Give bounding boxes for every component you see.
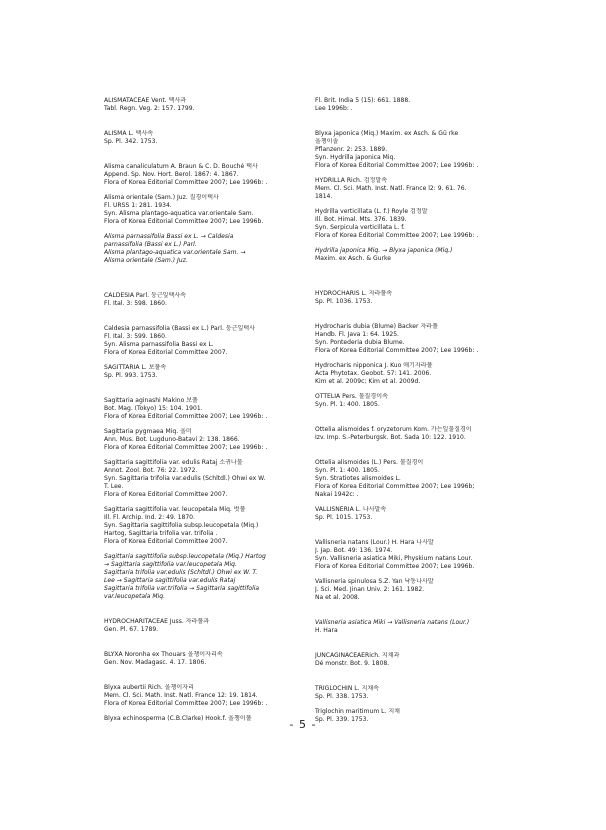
entry-line: Sagittaria sagittifolia var. edulis Rataj 소귀나물	[104, 459, 243, 466]
entry-line: Alisma orientale (Sam.) Juz. 질경이택사	[104, 194, 219, 201]
entry-line: Mem. Cl. Sci. Math. Inst. Natl. France l2: 9. 61. 76.	[315, 185, 467, 192]
entry-line: Na et al. 2008.	[315, 594, 360, 601]
entry-line: Sp. Pl. 1036. 1753.	[315, 298, 373, 305]
entry-line: Triglochin maritimum L. 지채	[315, 708, 401, 715]
entry-line: var.leucopetala Miq.	[104, 593, 165, 600]
entry-line: HYDRILLA Rich. 검정말속	[315, 177, 388, 184]
entry-line: Blyxa aubertii Rich. 올챙이자리	[104, 684, 194, 691]
taxon-entry	[315, 362, 575, 386]
entry-line: Blyxa japonica (Miq.) Maxim. ex Asch. & Gü rke	[315, 130, 459, 137]
entry-line: Gen. Nov. Madagasc. 4. 17. 1806.	[104, 659, 207, 666]
entry-line: Maxim. ex Asch. & Gurke	[315, 255, 391, 262]
entry-line: Bot. Mag. (Tokyo) 15: 104. 1901.	[104, 405, 203, 412]
taxon-entry	[315, 208, 575, 240]
entry-line: H. Hara	[315, 627, 338, 634]
entry-line: Flora of Korea Editorial Committee 2007; Lee 1996b.	[104, 218, 264, 225]
entry-line: Caldesia parnassifolia (Bassi ex L.) Parl. 둥근잎택사	[104, 325, 255, 332]
entry-line: Vallisneria natans (Lour.) H. Hara 나사말	[315, 539, 434, 546]
entry-line: Flora of Korea Editorial Committee 2007; Lee 1996b: .	[315, 162, 479, 169]
entry-line: Syn. Pl. 1: 400. 1805.	[315, 467, 380, 474]
entry-line: VALLISNERIA L. 나사말속	[315, 506, 387, 513]
taxon-entry	[315, 130, 575, 170]
taxon-entry	[315, 506, 575, 522]
entry-line: Flora of Korea Editorial Committee 2007.	[104, 538, 228, 545]
entry-line: TRIGLOCHIN L. 지채속	[315, 685, 380, 692]
entry-line: Sagittaria sagittifolia var. leucopetala Miq. 벗풀	[104, 506, 246, 513]
entry-line: Dé monstr. Bot. 9. 1808.	[315, 660, 390, 667]
entry-line: OTTELIA Pers. 물질경이속	[315, 393, 388, 400]
entry-line: Flora of Korea Editorial Committee 2007; Lee 1996b: .	[104, 413, 268, 420]
entry-line: Vallisneria asiatica Miki → Vallisneria natans (Lour.)	[315, 619, 470, 626]
entry-line: Ill. Fl. Archip. Ind. 2: 49. 1870.	[104, 514, 195, 521]
entry-line: BLYXA Noronha ex Thouars 올챙이자리속	[104, 651, 223, 658]
entry-line: Pflanzenr. 2: 253. 1889.	[315, 146, 387, 153]
entry-line: Flora of Korea Editorial Committee 2007.	[104, 349, 228, 356]
entry-line: Alisma parnassifolia Bassi ex L. → Caldesia	[104, 233, 234, 240]
entry-line: Hydrocharis dubia (Blume) Backer 자라풀	[315, 323, 438, 330]
entry-line: parnassifolia (Bassi ex L.) Parl.	[104, 241, 197, 248]
entry-line: Izv. Imp. S.-Peterburgsk. Bot. Sada 10: 122. 1910.	[315, 434, 466, 441]
entry-line: Sp. Pl. 993. 1753.	[104, 372, 158, 379]
taxon-entry	[315, 97, 575, 113]
taxon-entry	[315, 685, 575, 701]
entry-line: J. Sci. Med. Jinan Univ. 2: 161. 1982.	[315, 586, 425, 593]
entry-line: HYDROCHARIS L. 자라풀속	[315, 290, 393, 297]
entry-line: 1814.	[315, 193, 333, 200]
entry-line: Flora of Korea Editorial Committee 2007; Lee 1996b: .	[104, 700, 268, 707]
entry-line: Hartog, Sagittaria trifolia var. trifolia .	[104, 530, 218, 537]
taxon-entry	[315, 539, 575, 571]
entry-line: HYDROCHARITACEAE Juss. 자라풀과	[104, 618, 210, 625]
entry-line: Hydrilla verticillata (L. f.) Royle 검정말	[315, 208, 428, 215]
entry-line: Annot. Zool. Bot. 76: 22. 1972.	[104, 467, 198, 474]
entry-line: Syn. Alisma plantago-aquatica var.orientale Sam.	[104, 210, 254, 217]
entry-line: Lee → Sagittaria sagittifolia var.edulis Rataj	[104, 577, 236, 584]
entry-line: Nakai 1942c: .	[315, 491, 359, 498]
taxon-entry	[315, 247, 575, 263]
entry-line: Sp. Pl. 338. 1753.	[315, 693, 369, 700]
entry-line: Ottelia alismoides (L.) Pers. 물질경이	[315, 459, 424, 466]
entry-line: Gen. Pl. 67. 1789.	[104, 626, 159, 633]
entry-line: Flora of Korea Editorial Committee 2007; Lee 1996b.	[315, 563, 475, 570]
entry-line: Flora of Korea Editorial Committee 2007; Lee 1996b: .	[315, 232, 479, 239]
entry-line: → Sagittaria sagittifolia var.leucopetala Miq.	[104, 561, 237, 568]
entry-line: Blyxa echinosperma (C.B.Clarke) Hook.f. 올챙이풀	[104, 715, 252, 722]
taxon-entry	[315, 619, 575, 635]
entry-line: Hydrilla japonica Miq. → Blyxa japonica (Miq.)	[315, 247, 453, 254]
entry-line: Sp. Pl. 339. 1753.	[315, 716, 369, 723]
entry-line: Sp. Pl. 342. 1753.	[104, 138, 158, 145]
entry-line: ALISMA L. 택사속	[104, 130, 154, 137]
entry-line: Append. Sp. Nov. Hort. Berol. 1867: 4. 1867.	[104, 171, 239, 178]
entry-line: Fl. Ital. 3: 598. 1860.	[104, 300, 167, 307]
entry-line: Sagittaria pygmaea Miq. 올미	[104, 428, 192, 435]
entry-line: Syn. Vallisneria asiatica Miki, Physkium natans Lour.	[315, 555, 473, 562]
entry-line: Syn. Pl. 1: 400. 1805.	[315, 401, 380, 408]
entry-line: Mem. Cl. Sci. Math. Inst. Natl. France 12: 19. 1814.	[104, 692, 258, 699]
entry-line: Syn. Hydrilla japonica Miq.	[315, 154, 396, 161]
entry-line: JUNCAGINACEAERich. 지채과	[315, 652, 400, 659]
entry-line: Syn. Serpicula verticillata L. f.	[315, 224, 405, 231]
entry-line: Fl. Ital. 3: 599. 1860.	[104, 333, 167, 340]
page-number: - 5 -	[289, 718, 317, 731]
entry-line: CALDESIA Parl. 둥근잎택사속	[104, 292, 187, 299]
entry-line: Handb. Fl. Java 1: 64. 1925.	[315, 331, 399, 338]
entry-line: SAGITTARIA L. 보풀속	[104, 364, 167, 371]
entry-line: Flora of Korea Editorial Committee 2007; Lee 1996b;	[315, 483, 475, 490]
entry-line: Tabl. Regn. Veg. 2: 157. 1799.	[104, 105, 195, 112]
entry-line: Syn. Sagittaria trifolia var.edulis (Schltdl.) Ohwi ex W.	[104, 475, 266, 482]
entry-line: Kim et al. 2009c; Kim et al. 2009d.	[315, 378, 421, 385]
entry-line: Ottelia alismoides f. oryzetorum Kom. 가는잎물질경이	[315, 426, 472, 433]
entry-line: Alisma orientale (Sam.) Juz.	[104, 257, 188, 264]
entry-line: ALISMATACEAE Vent. 택사과	[104, 97, 187, 104]
taxon-entry	[315, 652, 575, 668]
entry-line: Syn. Sagittaria sagittifolia subsp.leucopetala (Miq.)	[104, 522, 259, 529]
taxon-entry	[315, 578, 575, 602]
entry-line: Flora of Korea Editorial Committee 2007; Lee 1996b: .	[104, 444, 268, 451]
taxon-entry	[315, 290, 575, 306]
taxon-entry	[315, 323, 575, 355]
entry-line: Syn. Pontederia dubia Blume.	[315, 339, 405, 346]
taxon-entry	[315, 393, 575, 409]
entry-line: Sagittaria sagittifolia subsp.leucopetala (Miq.) Hartog	[104, 553, 266, 560]
entry-line: Sagittaria aginashi Makino 보풀	[104, 397, 198, 404]
entry-line: Flora of Korea Editorial Committee 2007; Lee 1996b: .	[315, 347, 479, 354]
entry-line: Sp. Pl. 1015. 1753.	[315, 514, 373, 521]
entry-line: Lee 1996b: .	[315, 105, 353, 112]
entry-line: Alisma canaliculatum A. Braun & C. D. Bouché 택사	[104, 163, 258, 170]
entry-line: Sagittaria trifolia var.trifolia → Sagittaria sagittifolia	[104, 585, 260, 592]
entry-line: Ill. Bot. Himal. Mts. 376. 1839.	[315, 216, 407, 223]
right-column	[315, 97, 575, 731]
entry-line: Alisma plantago-aquatica var.orientale Sam. →	[104, 249, 246, 256]
entry-line: Hydrocharis nipponica J. Kuo 애기자라풀	[315, 362, 433, 369]
taxon-entry	[315, 426, 575, 442]
entry-line: Syn. Stratiotes alismoides L.	[315, 475, 401, 482]
taxon-entry	[315, 177, 575, 201]
entry-line: Fl. Brit. India 5 (15): 661. 1888.	[315, 97, 411, 104]
entry-line: Flora of Korea Editorial Committee 2007; Lee 1996b: .	[104, 179, 268, 186]
entry-line: Ann. Mus. Bot. Lugduno-Batavi 2: 138. 1866.	[104, 436, 240, 443]
entry-line: Syn. Alisma parnassifolia Bassi ex L.	[104, 341, 214, 348]
entry-line: Acta Phytotax. Geobot. 57: 141. 2006.	[315, 370, 432, 377]
entry-line: Fl. URSS 1: 281. 1934.	[104, 202, 172, 209]
entry-line: Vallisneria spinulosa S.Z. Yan 낙동나사말	[315, 578, 434, 585]
entry-line: T. Lee.	[104, 483, 124, 490]
entry-line: Sagittaria trifolia var.edulis (Schltdl.) Ohwi ex W. T.	[104, 569, 258, 576]
taxon-entry	[315, 459, 575, 499]
entry-line: Flora of Korea Editorial Committee 2007.	[104, 491, 228, 498]
entry-line: J. Jap. Bot. 49: 136. 1974.	[315, 547, 393, 554]
entry-line: 올챙이솔	[315, 138, 339, 145]
